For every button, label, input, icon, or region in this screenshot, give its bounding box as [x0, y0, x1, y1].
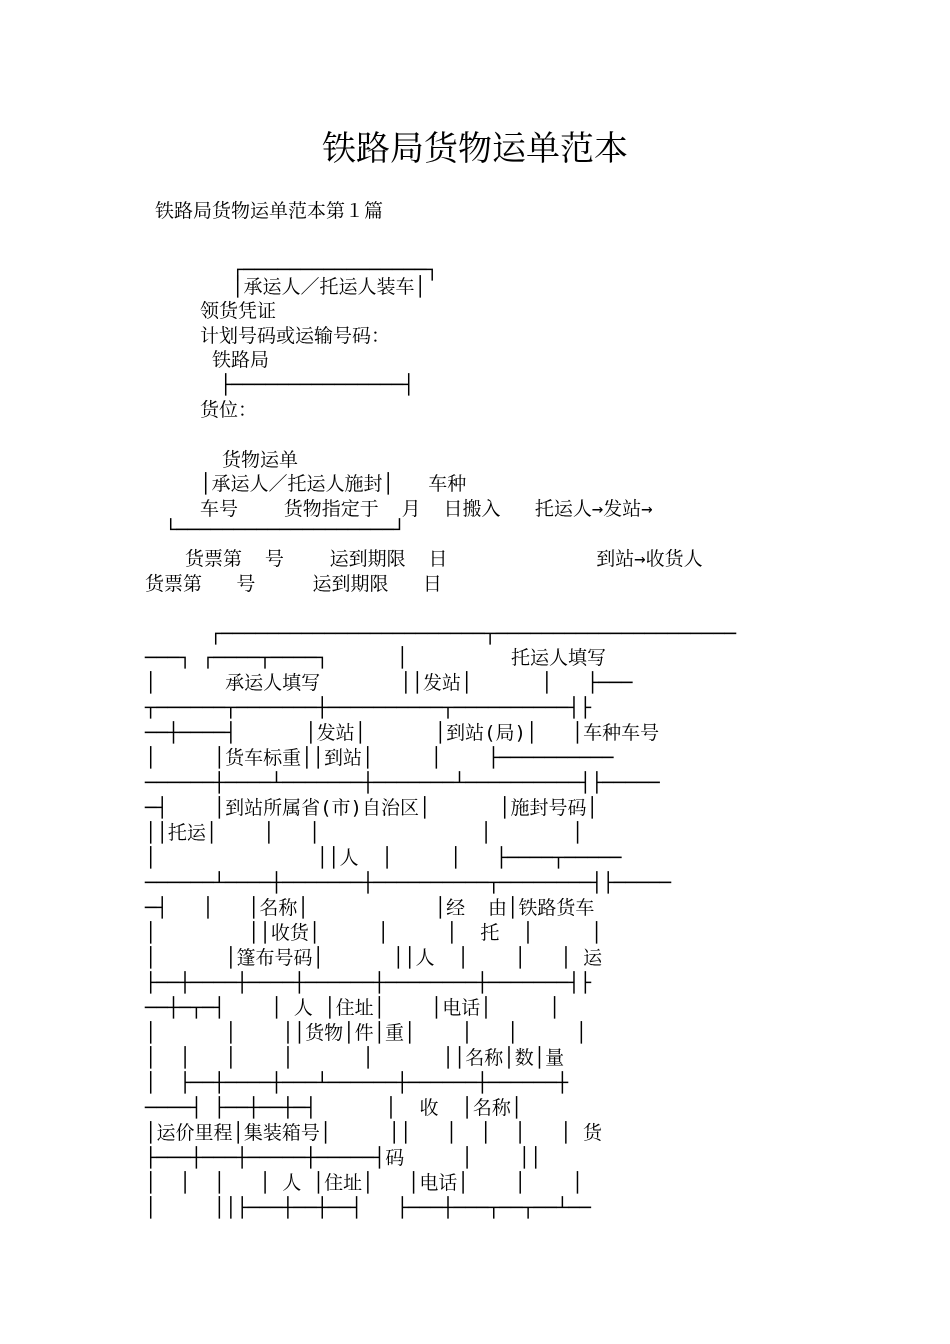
form-line: 车号 货物指定于 月 日搬入 托运人→发站→ [200, 498, 653, 520]
form-line: 货票第 号 运到期限 日 到站→收货人 [185, 548, 703, 570]
form-line: ──┼────┤ │发站│ │到站(局)│ │车种车号 [145, 722, 660, 744]
form-line: 铁路局 [212, 349, 270, 371]
form-line: ──┼─┬─┤ │ 人 │住址│ │电话│ │ [145, 997, 561, 1019]
form-line: │ │ ││货物│件│重│ │ │ │ [145, 1022, 588, 1044]
form-line: ───┐ ┌────┬────┐ │ 托运人填写 [145, 647, 607, 669]
form-line: │ │ │ │ 人 │住址│ │电话│ │ │ [145, 1172, 584, 1194]
form-line: 货票第 号 运到期限 日 [145, 573, 442, 595]
form-line: 货物运单 [222, 449, 299, 471]
form-line: │ │ │ │ │ ││名称│数│量 [145, 1047, 565, 1069]
form-line: 领货凭证 [200, 300, 277, 322]
form-line: ┬──────┬───────┼──────────┬──────────┤├ [145, 697, 592, 719]
form-line: ├───┼───┼─────┼─────┤码 │ ││ [145, 1147, 542, 1169]
form-line: │运价里程│集装箱号│ ││ │ │ │ │ 货 [145, 1122, 602, 1144]
form-line: ──────┼────┴───────┼───────┴──────────┤├───── [145, 772, 660, 794]
document-title: 铁路局货物运单范本 [322, 129, 628, 169]
form-line: │ 承运人填写 ││发站│ │ ├─── [145, 672, 633, 694]
form-line: 货位： [200, 399, 258, 421]
form-line: │ ││人 │ │ ├────┬───── [145, 847, 622, 869]
form-line: ──────┴────┼───────┼──────────┬────────┤├───── [145, 872, 672, 894]
form-line: │ ││├───┼──┼──┤ ├───┼───┬──┬──┴── [145, 1197, 592, 1219]
form-line: │ │货车标重││到站│ │ ├────────── [145, 747, 614, 769]
form-line: ─┤ │到站所属省(市)自治区│ │施封号码│ [145, 797, 598, 819]
form-line: │承运人／托运人施封│ 车种 [200, 473, 467, 495]
form-line: ├──┼────┼────┼──────┼────────┼───────┤├ [145, 972, 592, 994]
form-line: ├───────────────┤ [220, 374, 415, 396]
form-line: ────┤ ├──┼──┼─┤ │ 收 │名称│ [145, 1097, 523, 1119]
form-line: ┌────────────────┐ [232, 259, 438, 281]
form-line: │ ││收货│ │ │ 托 │ │ [145, 922, 603, 944]
form-line: │ │篷布号码│ ││人 │ │ │ 运 [145, 947, 603, 969]
form-line: ││托运│ │ │ │ │ [145, 822, 584, 844]
form-line: ┌───────────────────────┬───────────────────── [210, 623, 737, 645]
form-line: │承运人／托运人装车│ [232, 276, 426, 298]
form-line: │ ├──┼────┼───┴──────┼──────┼──────┼ [145, 1072, 569, 1094]
document-subtitle: 铁路局货物运单范本第１篇 [155, 200, 384, 222]
form-line: ─┤ │ │名称│ │经 由│铁路货车 [145, 897, 595, 919]
form-line: 计划号码或运输号码： [200, 325, 391, 347]
form-line: └───────────────────┘ [165, 519, 406, 541]
